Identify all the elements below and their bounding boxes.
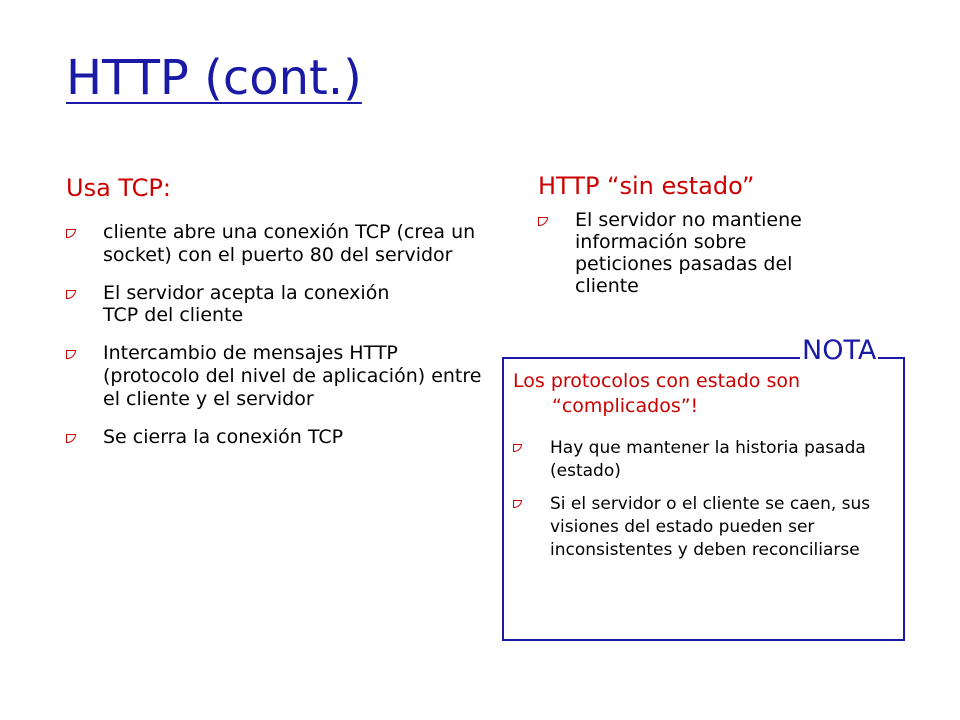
right-heading: HTTP “sin estado” — [538, 172, 755, 200]
list-item-text: Intercambio de mensajes HTTP (protocolo del nivel de aplicación) entre el cliente y el servidor — [103, 342, 482, 410]
list-item-text: Hay que mantener la historia pasada (estado) — [550, 438, 866, 481]
checkbox-bullet-icon — [513, 500, 522, 508]
checkbox-bullet-icon — [66, 290, 76, 299]
note-intro — [513, 369, 898, 418]
list-item — [513, 493, 883, 562]
list-item-text: cliente abre una conexión TCP (crea un socket) con el puerto 80 del servidor — [103, 221, 476, 266]
list-item-text: Si el servidor o el cliente se caen, sus visiones del estado pueden ser inconsistentes y deben reconciliarse — [550, 493, 871, 560]
checkbox-bullet-icon — [513, 444, 522, 452]
checkbox-bullet-icon — [538, 217, 548, 226]
note-label: NOTA — [802, 335, 877, 366]
list-item-text: Se cierra la conexión TCP — [103, 425, 344, 448]
list-item — [538, 209, 845, 297]
checkbox-bullet-icon — [66, 229, 76, 238]
list-item — [66, 282, 403, 328]
checkbox-bullet-icon — [66, 434, 76, 443]
right-bullet-list — [538, 209, 858, 297]
left-bullet-list — [66, 221, 482, 463]
list-item-text: El servidor no mantiene información sobre peticiones pasadas del cliente — [575, 209, 802, 298]
list-item — [513, 437, 883, 483]
note-intro-line: Los protocolos con estado son — [513, 370, 801, 392]
note-intro-line: “complicados”! — [552, 394, 699, 417]
list-item — [66, 426, 488, 449]
checkbox-bullet-icon — [66, 350, 76, 359]
list-item-text: El servidor acepta la conexión TCP del cliente — [103, 281, 390, 327]
list-item — [66, 342, 498, 410]
note-bullet-list — [513, 437, 883, 572]
left-heading: Usa TCP: — [66, 174, 171, 202]
list-item — [66, 221, 488, 267]
page-title: HTTP (cont.) — [66, 50, 362, 106]
